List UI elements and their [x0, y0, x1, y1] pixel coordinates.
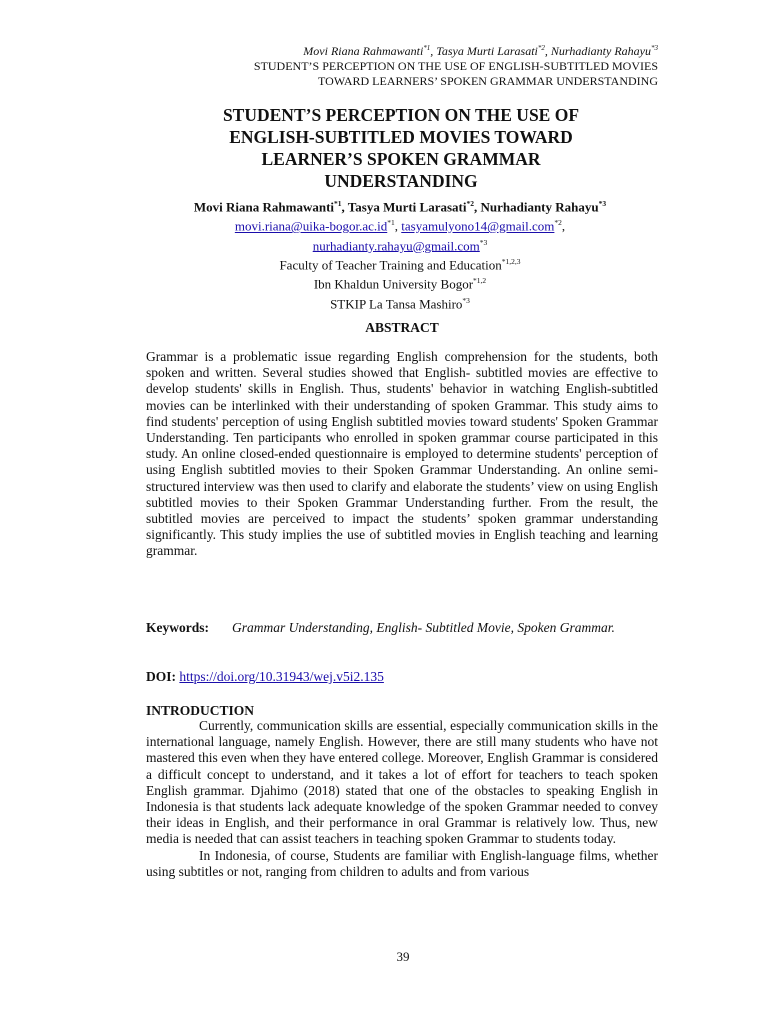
paper-title: [180, 104, 622, 192]
university-line: Ibn Khaldun University Bogor$^{*1,2}$: [313, 276, 487, 292]
introduction-heading: INTRODUCTION: [146, 703, 255, 718]
email-link-3[interactable]: nurhadianty.rahayu@gmail.com: [312, 237, 480, 253]
email-link-1[interactable]: movi.riana@uika-bogor.ac.id: [234, 218, 388, 234]
running-head: [254, 41, 658, 89]
doi-label: DOI:: [146, 669, 176, 684]
email-line2: nurhadianty.rahayu@gmail.com$^{*3}$: [312, 237, 488, 253]
introduction-body: [146, 718, 658, 880]
faculty-line: Faculty of Teacher Training and Education$^{*1,2,3}$: [279, 256, 521, 273]
running-head-title-line2: TOWARD LEARNERS’ SPOKEN GRAMMAR UNDERSTANDING: [318, 74, 658, 88]
email-link-2[interactable]: tasyamulyono14@gmail.com: [401, 218, 555, 234]
running-head-title-line1: STUDENT’S PERCEPTION ON THE USE OF ENGLISH-SUBTITLED MOVIES: [253, 59, 658, 73]
keywords-text: Grammar Understanding, English- Subtitled Movie, Spoken Grammar.: [232, 620, 615, 635]
title-line3: LEARNER’S SPOKEN GRAMMAR: [261, 149, 541, 169]
title-line4: UNDERSTANDING: [324, 171, 478, 191]
introduction-paragraph-2: In Indonesia, of course, Students are familiar with English-language films, whether using subtitles or not, ranging from children to adults and from various: [146, 847, 658, 879]
email-line1: $movi.riana@uika-bogor.ac.id^{*1}$, tasyamulyono14@gmail.com$^{*2}$,: [234, 218, 566, 234]
introduction-paragraph-1: Currently, communication skills are essential, especially communication skills in the international language, namely English. However, there are still many students who have not mastered this even when they have entered college. Moreover, English Grammar is considered a difficult concept to understand, and it takes a lot of effort for teachers to teach spoken English grammar. Djahimo (2018) stated that one of the obstacles to speaking English in Indonesia is that students lack adequate knowledge of the spoken Grammar needed to convey their ideas in English, and their performance in oral Grammar is relatively low. Thus, new media is needed that can assist teachers in teaching spoken Grammar to students today.: [146, 718, 658, 847]
doi-link[interactable]: https://doi.org/10.31943/wej.v5i2.135: [179, 669, 384, 684]
keywords: [146, 620, 658, 636]
title-line1: STUDENT’S PERCEPTION ON THE USE OF: [222, 105, 580, 125]
abstract-body: Grammar is a problematic issue regarding English comprehension for the students, both spoken and written. Several studies showed that English- subtitled movies are effective to develop students' skills in English. Thus, students' behavior in watching English-subtitled movies can be interlinked with their understanding of spoken Grammar. This study aims to find students' perception of using English subtitled movies toward students' Spoken Grammar Understanding. Ten participants who enrolled in spoken grammar course participated in this study. An online closed-ended questionnaire is employed to determine students' perception of using English subtitled movies to their Spoken Grammar Understanding. An online semi-structured interview was then used to clarify and elaborate the students’ view on using English subtitled movies to their Spoken Grammar Understanding further. From the result, the subtitled movies are perceived to impact the students’ spoken grammar understanding significantly. This study implies the use of subtitled movies in English teaching and learning grammar.: [146, 349, 658, 559]
title-line2: ENGLISH-SUBTITLED MOVIES TOWARD: [229, 127, 573, 147]
keywords-label: Keywords:: [146, 620, 209, 635]
abstract-heading: ABSTRACT: [365, 320, 439, 335]
author-names: Movi Riana Rahmawanti$^{*1}$, Tasya Murti Larasati$^{*2}$, Nurhadianty Rahayu$^{*3}$: [193, 199, 607, 215]
running-head-authors: Movi Riana Rahmawanti$^{*1}$, Tasya Murti Larasati$^{*2}$, Nurhadianty Rahayu$^{*3}$: [303, 44, 658, 58]
author-block: [140, 196, 660, 312]
doi: [146, 669, 658, 685]
institute-line: STKIP La Tansa Mashiro$^{*3}$: [330, 295, 470, 311]
page-number: 39: [396, 949, 410, 964]
